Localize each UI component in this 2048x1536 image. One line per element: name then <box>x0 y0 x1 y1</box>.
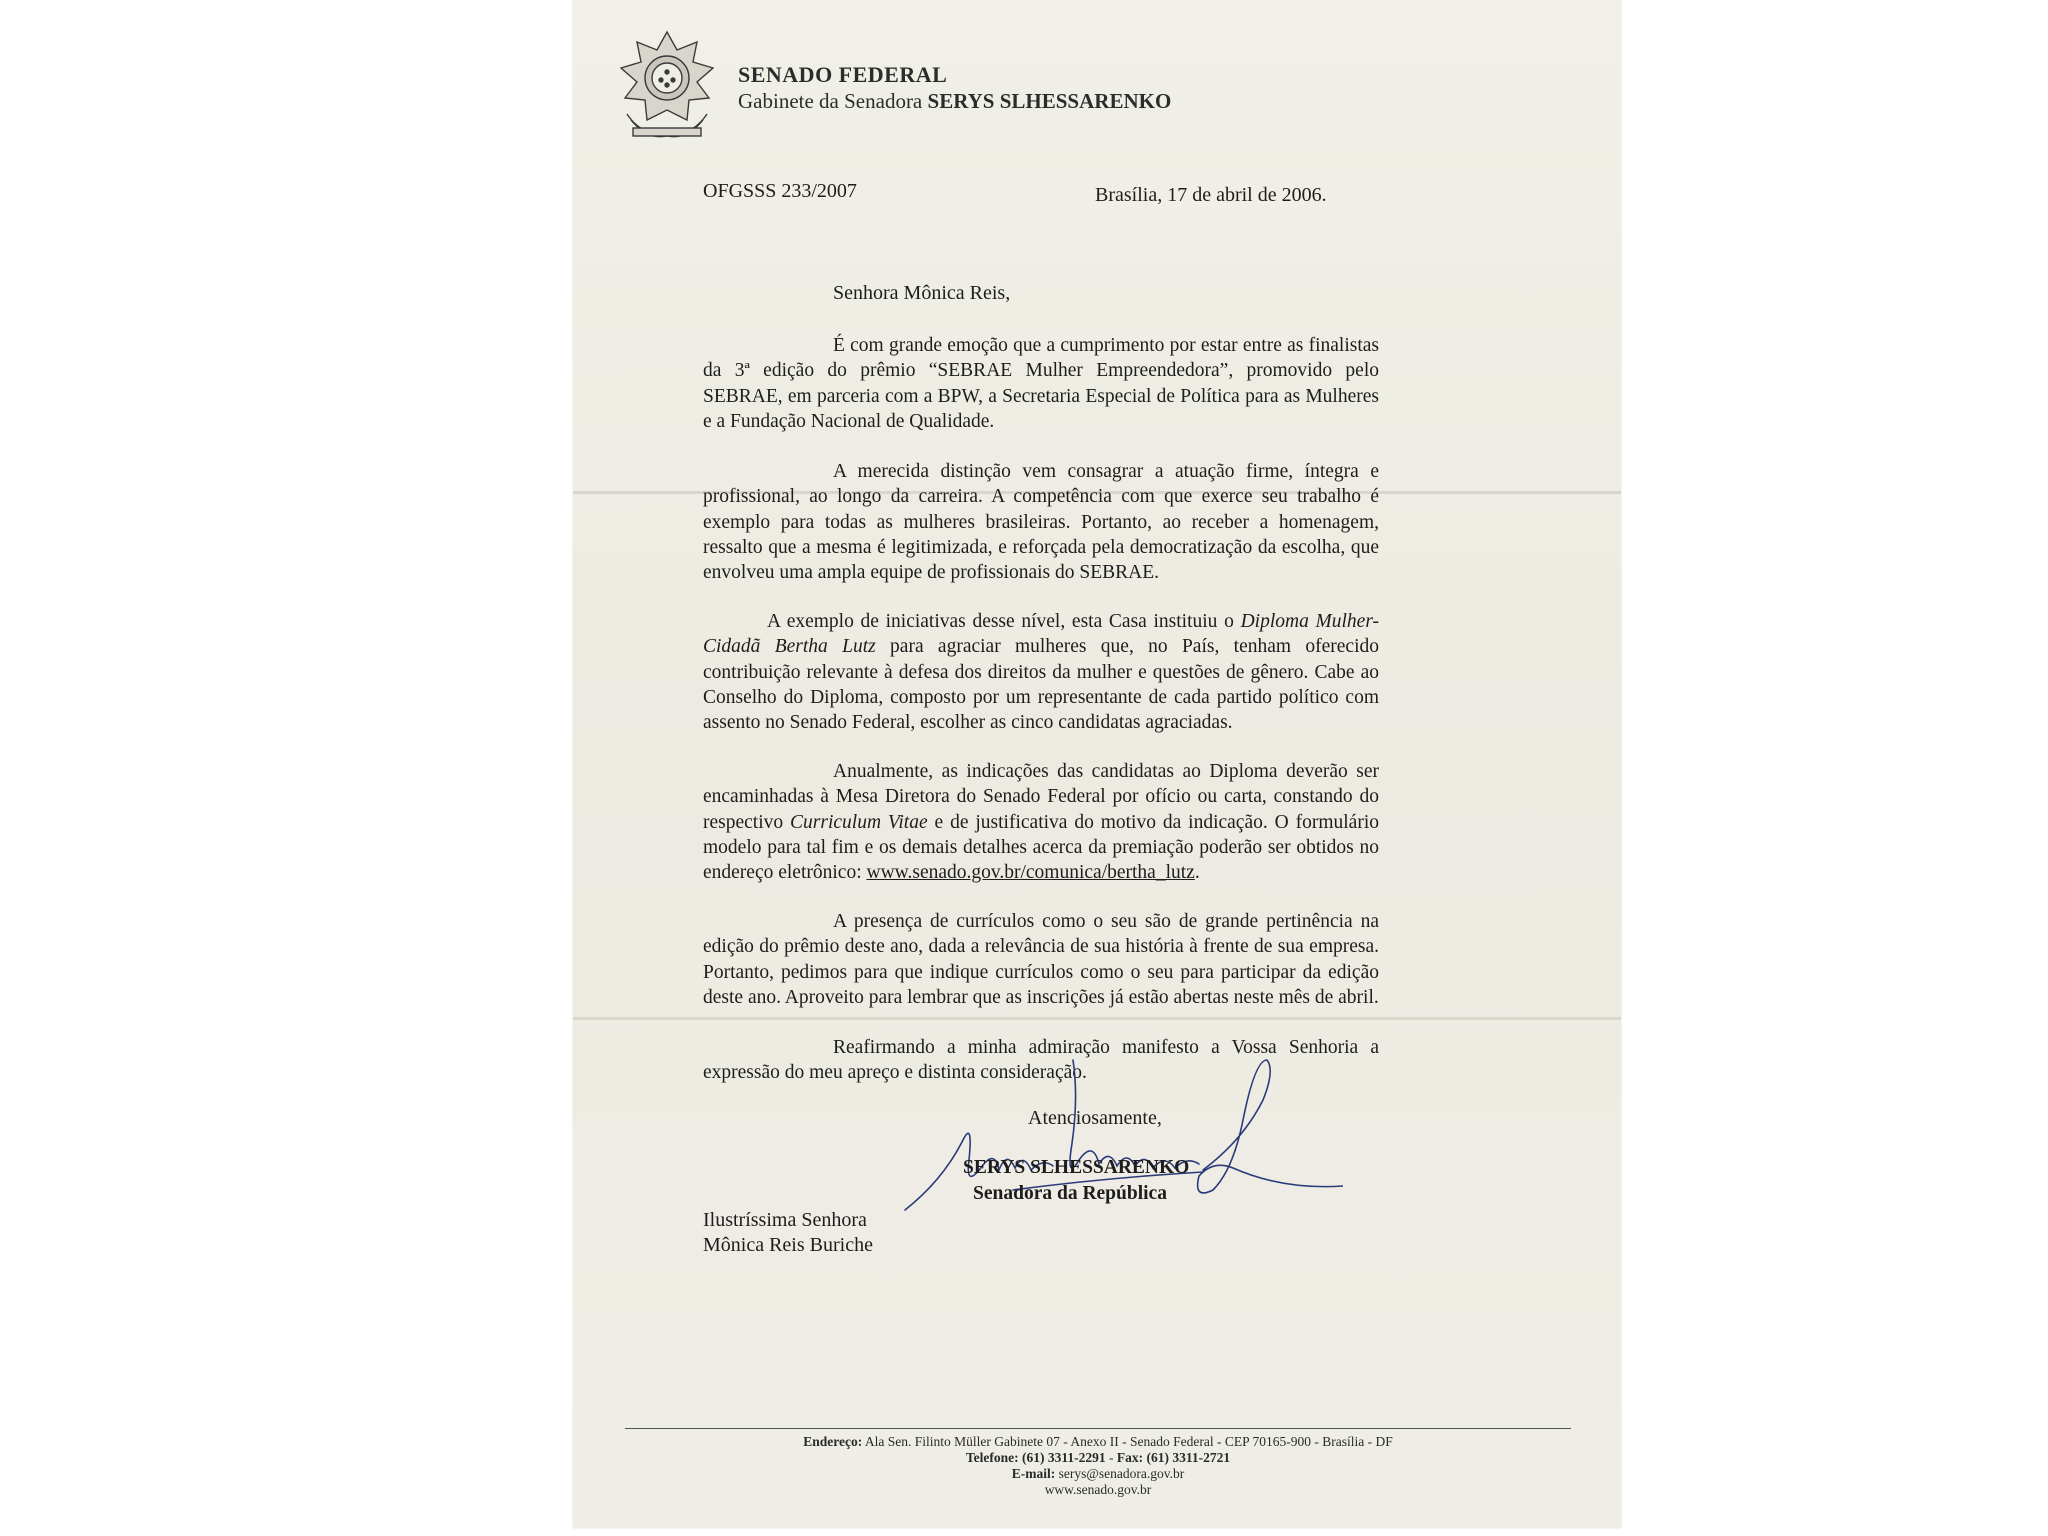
signer-title: Senadora da República <box>973 1183 1167 1204</box>
paragraph-3-text-b: para agraciar mulheres que, no País, tenham oferecido contribuição relevante à defesa dos direitos da mulher e questões de gênero. Cabe ao Conselho do Diploma, composto por um representante de cada partido político com assento no Senado Federal, escolher as cinco candidatas agraciadas. <box>703 636 1379 734</box>
signer-name: SERYS SLHESSARENKO <box>963 1157 1190 1178</box>
footer <box>625 1434 1571 1498</box>
office-senator-name: SERYS SLHESSARENKO <box>927 89 1172 113</box>
paragraph-4-text-b: e de justificativa do motivo da indicação. O formulário modelo para tal fim e os demais detalhes acerca da premiação poderão ser obtidos no endereço eletrônico: <box>703 811 1379 884</box>
paragraph-1: É com grande emoção que a cumprimento por estar entre as finalistas da 3ª edição do prêmio “SEBRAE Mulher Empreendedora”, promovido pelo SEBRAE, em parceria com a BPW, a Secretaria Especial de Política para as Mulheres e a Fundação Nacional de Qualidade. <box>703 335 1379 432</box>
footer-website: www.senado.gov.br <box>1044 1482 1152 1497</box>
email-label: E-mail: <box>1011 1466 1056 1481</box>
paragraph-4 <box>703 759 1379 885</box>
footer-address-line <box>625 1434 1571 1450</box>
diploma-name: Diploma Mulher-Cidadã Bertha Lutz <box>703 611 1380 658</box>
paragraph-5: A presença de currículos como o seu são de grande pertinência na edição do prêmio deste ano, dada a relevância de sua história à frente de sua empresa. Portanto, pedimos para que indique currículos como o seu para participar da edição deste ano. Aproveito para lembrar que as inscrições já estão abertas neste mês de abril. <box>703 911 1379 1008</box>
phone-label: Telefone: <box>965 1450 1019 1465</box>
address-value: Ala Sen. Filinto Müller Gabinete 07 - Anexo II - Senado Federal - CEP 70165-900 - Brasília - DF <box>864 1434 1393 1449</box>
phone-value: (61) 3311-2291 <box>1022 1450 1106 1465</box>
footer-phone-line: Telefone: (61) 3311-2291 - Fax: (61) 3311-2721 <box>965 1450 1231 1465</box>
closing: Atenciosamente, <box>1028 1107 1162 1129</box>
paragraph-2: A merecida distinção vem consagrar a atuação firme, íntegra e profissional, ao longo da carreira. A competência com que exerce seu trabalho é exemplo para todas as mulheres brasileiras. Portanto, ao receber a homenagem, ressalto que a mesma é legitimizada, e reforçada pela democratização da escolha, que envolveu uma ampla equipe de profissionais do SEBRAE. <box>703 461 1379 584</box>
paragraph-3-text-a: A exemplo de iniciativas desse nível, esta Casa instituiu o <box>767 611 1241 632</box>
paragraph-6: Reafirmando a minha admiração manifesto a Vossa Senhoria a expressão do meu apreço e distinta consideração. <box>703 1037 1379 1084</box>
paragraph-4-text-a: Anualmente, as indicações das candidatas ao Diploma deverão ser encaminhadas à Mesa Diretora do Senado Federal por ofício ou carta, constando do respectivo <box>703 761 1379 833</box>
letterhead <box>738 62 1171 114</box>
paper-fold <box>573 1017 1621 1020</box>
letter-page <box>573 0 1621 1528</box>
address-label: Endereço: <box>803 1434 863 1449</box>
office-line <box>738 89 1171 114</box>
coat-of-arms-icon <box>613 28 721 146</box>
footer-email-line <box>625 1466 1571 1482</box>
salutation: Senhora Mônica Reis, <box>833 282 1011 304</box>
paragraph-3 <box>703 609 1379 735</box>
addressee-block <box>703 1208 873 1258</box>
curriculum-vitae-term: Curriculum Vitae <box>790 811 928 833</box>
reference-number: OFGSSS 233/2007 <box>703 180 857 202</box>
fax-value: (61) 3311-2721 <box>1146 1450 1231 1465</box>
bertha-lutz-link[interactable]: www.senado.gov.br/comunica/bertha_lutz <box>866 862 1195 884</box>
office-prefix: Gabinete da Senadora <box>738 89 923 113</box>
addressee-name: Mônica Reis Buriche <box>703 1234 873 1256</box>
addressee-title: Ilustríssima Senhora <box>703 1209 867 1231</box>
fax-label: Fax: <box>1116 1450 1144 1465</box>
organization-name: SENADO FEDERAL <box>738 62 948 87</box>
footer-divider <box>625 1428 1571 1429</box>
paragraph-4-end: . <box>1194 862 1200 884</box>
email-value: serys@senadora.gov.br <box>1058 1466 1185 1481</box>
letter-date: Brasília, 17 de abril de 2006. <box>1095 184 1327 206</box>
